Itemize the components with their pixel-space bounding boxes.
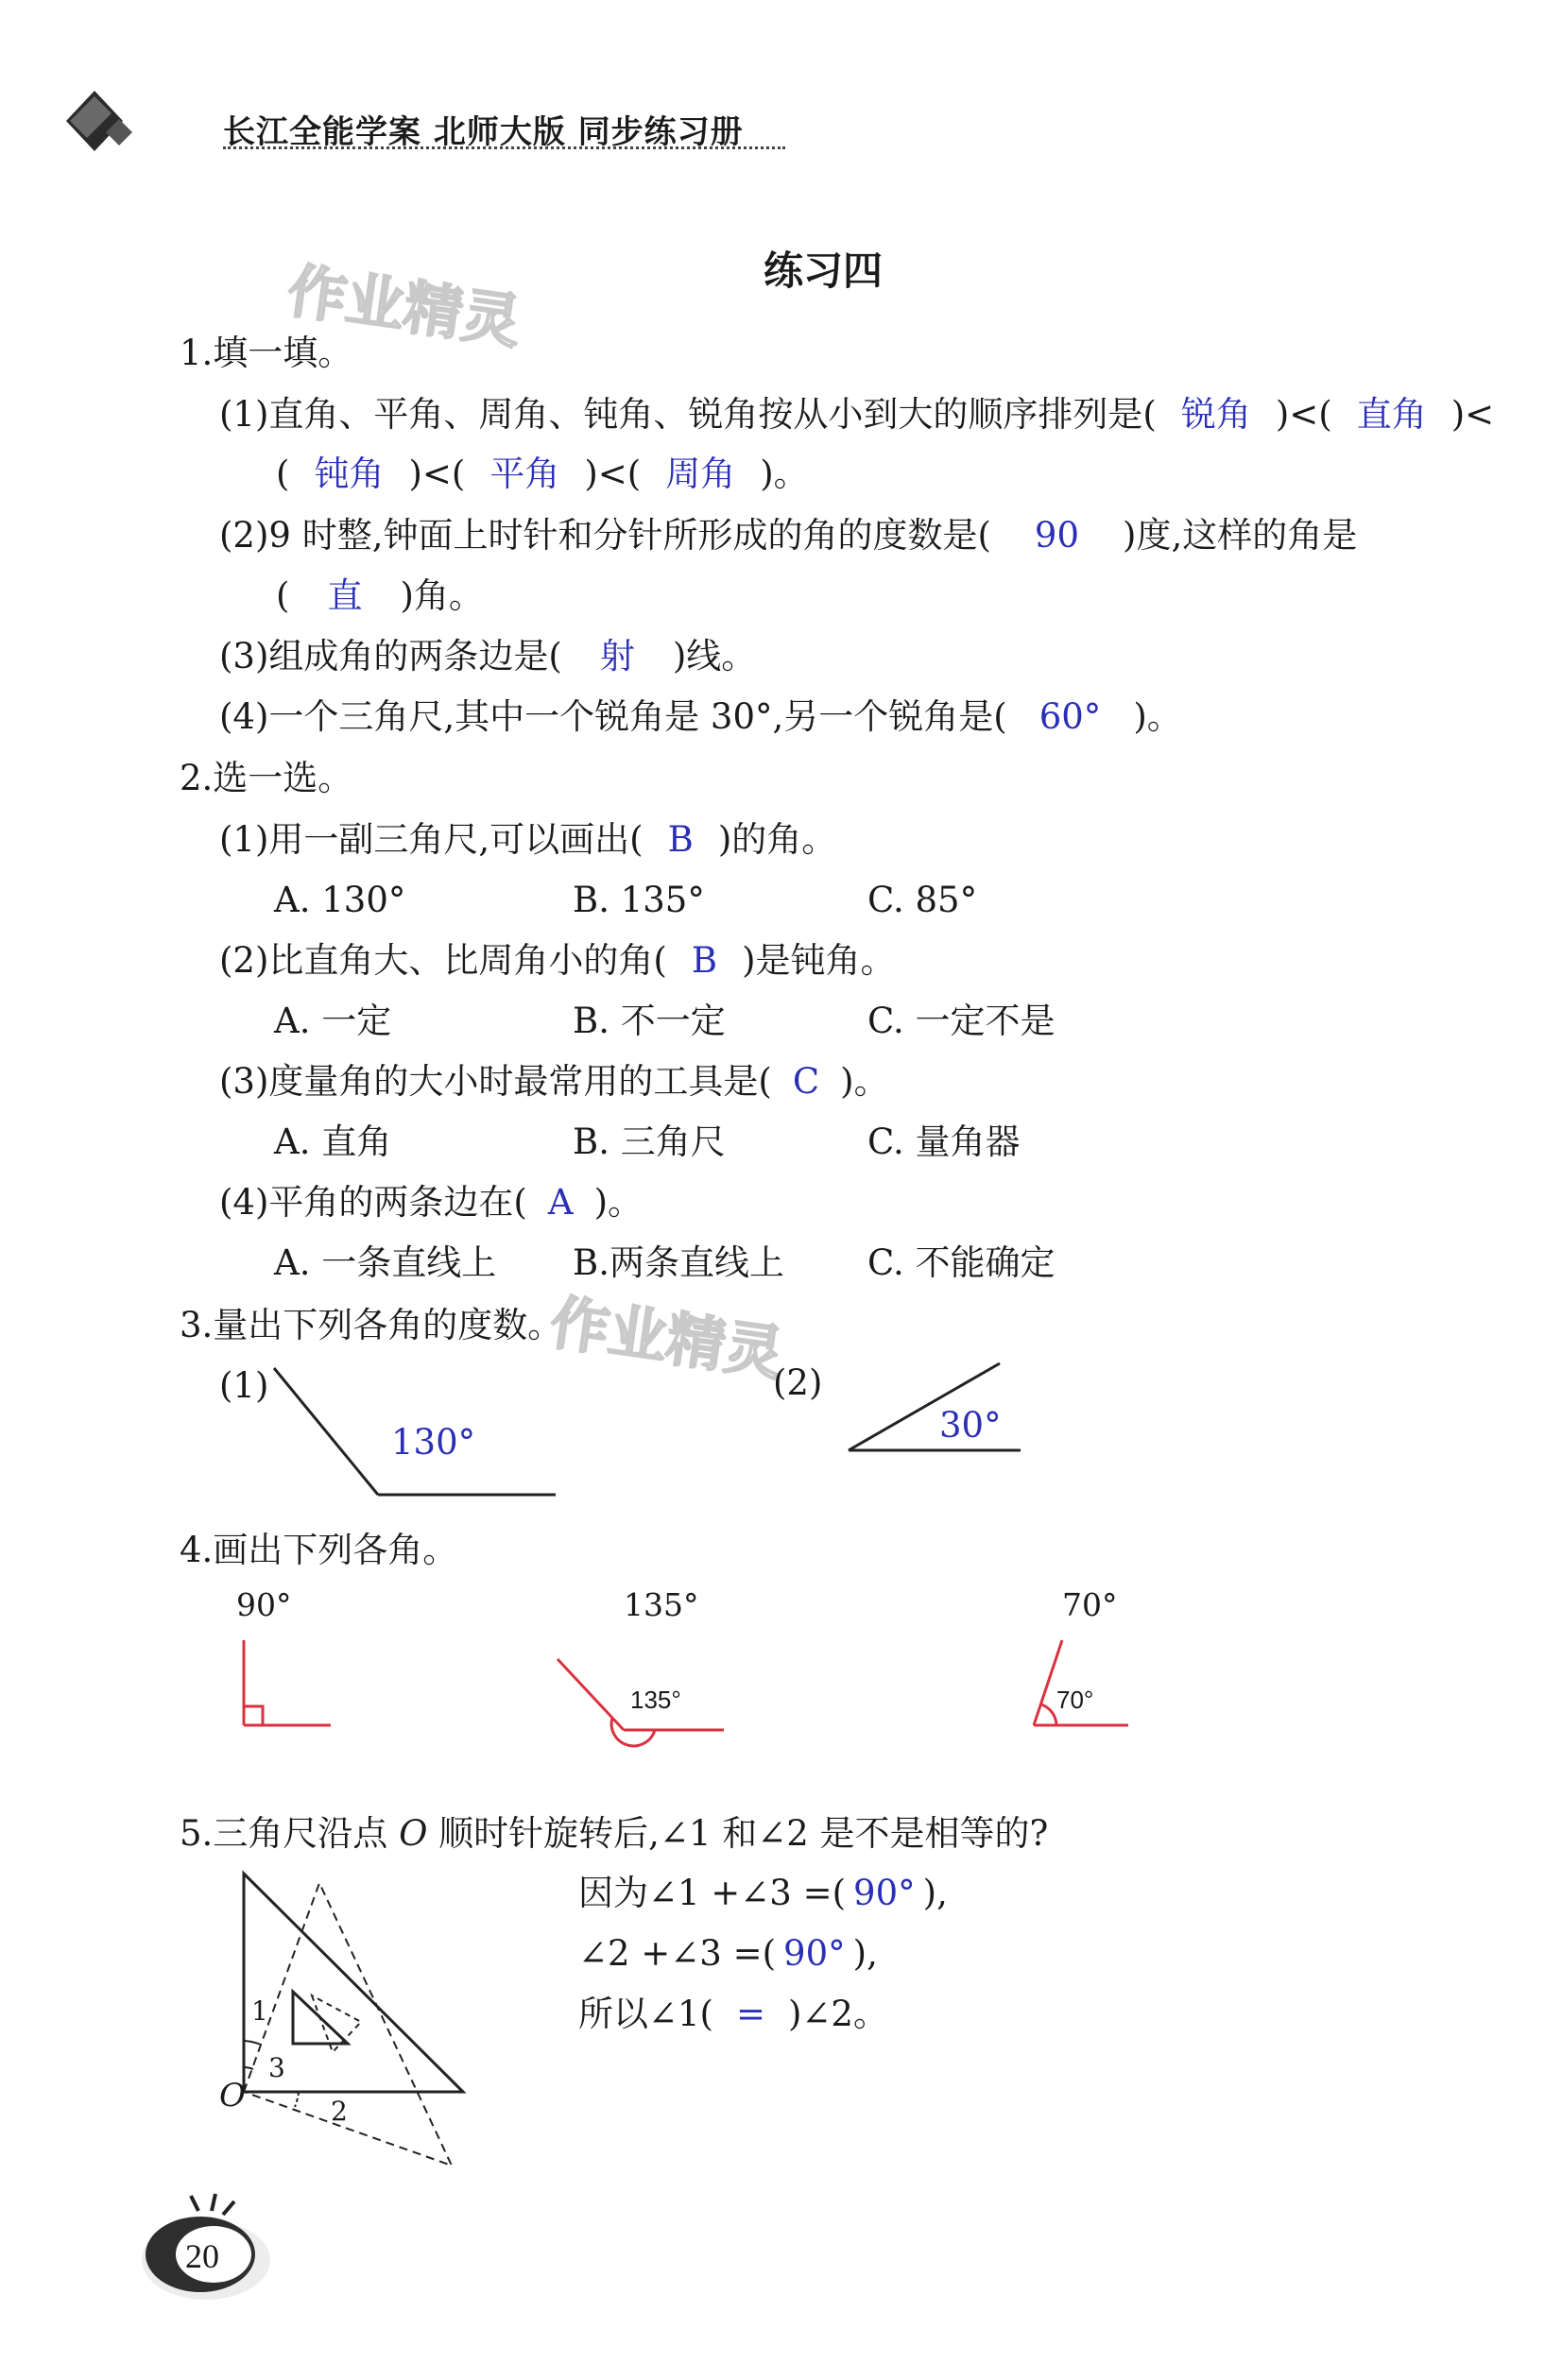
q1-p4: (4)一个三角尺,其中一个锐角是 30°,另一个锐角是( 60° )。	[219, 696, 1182, 737]
q2-option: C. 不能确定	[867, 1242, 1056, 1283]
q5-line-1: 因为∠1 +∠3 =( 90° ),	[578, 1873, 948, 1913]
q1-heading: 1.填一填。	[180, 333, 353, 373]
answer-text: 60°	[1038, 696, 1102, 737]
q2-option: C. 85°	[867, 880, 978, 920]
answer-text: 直角	[1356, 394, 1427, 435]
answer-text: B	[691, 940, 718, 981]
q3-heading: 3.量出下列各角的度数。	[180, 1305, 563, 1345]
answer-text: 130°	[391, 1422, 476, 1463]
answer-text: 周角	[665, 454, 736, 494]
answer-text: 90	[1034, 515, 1080, 556]
q2-option: A. 130°	[274, 880, 406, 920]
q1-p1-line1: (1)直角、平角、周角、钝角、锐角按从小到大的顺序排列是( 锐角 )<( 直角 )<	[219, 394, 1495, 435]
page-title: 练习四	[764, 248, 884, 294]
q5-heading: 5.三角尺沿点 O 顺时针旋转后,∠1 和∠2 是不是相等的?	[180, 1813, 1049, 1854]
watermark-mid: 作业精灵	[546, 1287, 788, 1389]
page-number: 20	[185, 2237, 219, 2275]
q4-angle-70: 70°	[1062, 1586, 1118, 1623]
fig-label-2: 2	[331, 2096, 348, 2127]
q4-heading: 4.画出下列各角。	[180, 1530, 458, 1570]
q2-item-3: (3)度量角的大小时最常用的工具是( C )。	[219, 1061, 889, 1102]
answer-text: C	[792, 1061, 820, 1102]
answer-text: B	[667, 819, 694, 860]
q3-label-2: (2)	[773, 1362, 823, 1403]
q2-item-1: (1)用一副三角尺,可以画出( B )的角。	[219, 819, 837, 860]
q2-option: A. 一定	[274, 1001, 392, 1041]
fig-label-o: O	[219, 2077, 246, 2115]
q4-drawn-label-135: 135°	[630, 1686, 681, 1714]
q5-line-2: ∠2 +∠3 =( 90° ),	[578, 1933, 878, 1974]
answer-text: 平角	[489, 454, 560, 494]
answer-text: 90°	[783, 1933, 846, 1974]
q1-p1-line2: ( 钝角 )<( 平角 )<( 周角 )。	[276, 454, 809, 494]
answer-text: =	[735, 1994, 765, 2034]
q4-angle-135: 135°	[624, 1586, 699, 1623]
q2-option: C. 量角器	[867, 1122, 1021, 1162]
q2-item-2: (2)比直角大、比周角小的角( B )是钝角。	[219, 940, 896, 981]
q2-option: A. 直角	[274, 1122, 392, 1162]
answer-text: 锐角	[1180, 394, 1251, 435]
q2-option: B. 135°	[573, 880, 705, 920]
answer-text: 90°	[853, 1873, 916, 1913]
answer-text: A	[547, 1182, 574, 1223]
answer-text: 钝角	[314, 454, 385, 494]
q2-item-4: (4)平角的两条边在( A )。	[219, 1182, 644, 1223]
answer-text: 射	[599, 636, 635, 676]
q5-line-3: 所以∠1( = )∠2。	[578, 1994, 888, 2034]
q2-heading: 2.选一选。	[180, 758, 353, 798]
q3-label-1: (1)	[219, 1365, 269, 1406]
q1-p2-line1: (2)9 时整,钟面上时针和分针所形成的角的度数是( 90 )度,这样的角是	[219, 515, 1358, 556]
q2-option: C. 一定不是	[867, 1001, 1056, 1041]
header-title: 长江全能学案 北师大版 同步练习册	[223, 113, 744, 151]
q4-angle-90: 90°	[236, 1586, 292, 1623]
watermark-top: 作业精灵	[283, 255, 525, 357]
q2-option: A. 一条直线上	[274, 1242, 497, 1283]
answer-text: 直	[327, 575, 363, 616]
fig-label-1: 1	[251, 1995, 268, 2027]
q1-p2-line2: ( 直 )角。	[276, 575, 484, 616]
q2-option: B. 三角尺	[573, 1122, 726, 1162]
answer-text: 30°	[939, 1405, 1002, 1446]
q2-option: B.两条直线上	[573, 1242, 784, 1283]
fig-label-3: 3	[268, 2052, 285, 2083]
q4-drawn-label-70: 70°	[1056, 1686, 1094, 1714]
q2-option: B. 不一定	[573, 1001, 726, 1041]
q1-p3: (3)组成角的两条边是( 射 )线。	[219, 636, 757, 676]
